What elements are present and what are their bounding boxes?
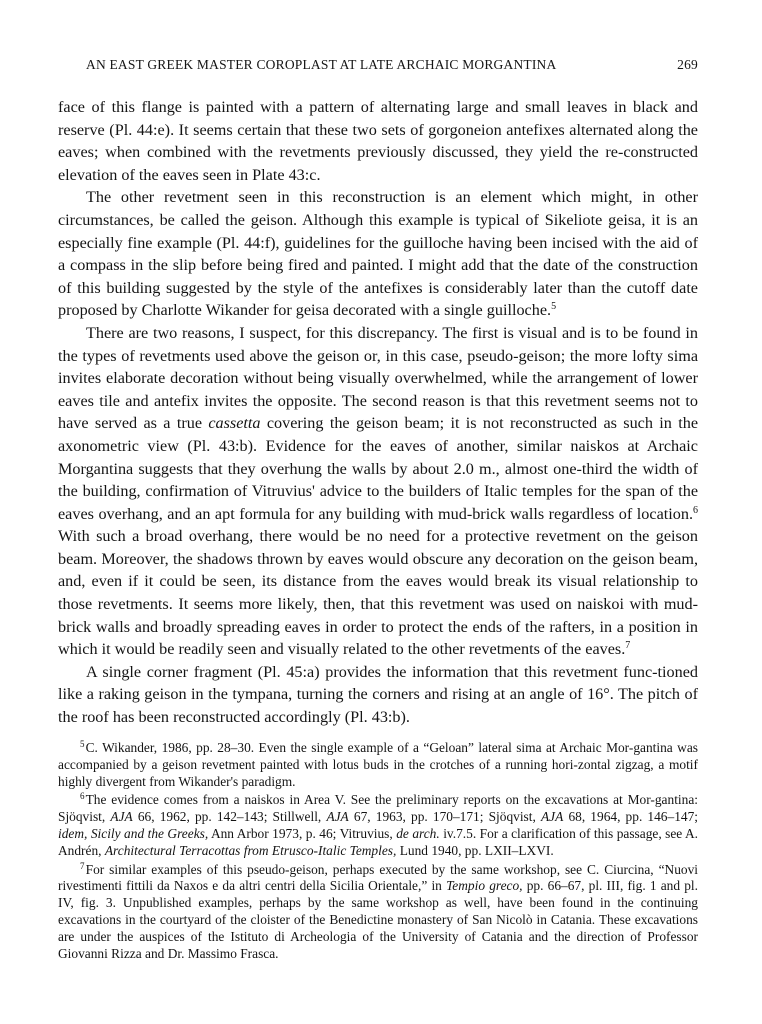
footnote-7-text-b: pp. 66–67, pl. III, fig. 1 and pl. IV, fig. 3. Unpublished examples, perhaps by the same workshop as well, have been found in the continuing excavations in the courtyard of the cloister of the Benedictine monastery of San Nicolò in Catania. These excavations are under the auspices of the Istituto di Archeologia of the University of Catania and the direction of Professor Giovanni Rizza and Dr. Massimo Frasca. (58, 878, 698, 961)
running-head-title: AN EAST GREEK MASTER COROPLAST AT LATE ARCHAIC MORGANTINA (86, 57, 557, 72)
italic-term: cassetta (208, 414, 261, 433)
footnote-6-text-b: 66, 1962, pp. 142–143; Stillwell, (137, 809, 322, 825)
footnote-6-text-a: The evidence comes from a naiskos in Area V. See the preliminary reports on the excavations at Mor-gantina: Sjöqvist, (58, 792, 698, 825)
work-title: de arch. (396, 825, 440, 841)
paragraph-3 (58, 322, 698, 661)
footnote-7-text-a: For similar examples of this pseudo-geison, perhaps executed by the same workshop, see C. Ciurcina, “Nuovi rivestimenti fittili da Naxos e da altri centri della Sicilia Orientale,” in (58, 861, 698, 894)
body-text (58, 96, 698, 729)
book-title: Architectural Terracottas from Etrusco-Italic Temples, (104, 842, 397, 858)
footnote-5-text: C. Wikander, 1986, pp. 28–30. Even the single example of a “Geloan” lateral sima at Archaic Mor-gantina was accompanied by a geison revetment painted with lotus buds in the crotches of a running hori-zontal zigzag, a motif highly divergent from Wikander's paradigm. (58, 740, 698, 789)
paragraph-4-text: A single corner fragment (Pl. 45:a) provides the information that this revetment func-tioned like a raking geison in the tympana, turning the corners and rising at an angle of 16°. The pitch of the roof has been reconstructed accordingly (Pl. 43:b). (58, 662, 698, 727)
footnote-6-number: 6 (80, 791, 85, 802)
footnote-6 (58, 792, 698, 859)
footnotes (58, 740, 698, 964)
paragraph-3-text-c: With such a broad overhang, there would be no need for a protective revetment on the geison beam. Moreover, the shadows thrown by eaves would obscure any decoration on the geison beam, and, even if it could be seen, its distance from the eaves would break its visual relationship to those revetments. It seems more likely, then, that this revetment was used on naiskoi with mud-brick walls and broadly spreading eaves in order to protect the ends of the rafters, in a position in which it would be readily seen and visually related to the other revetments of the eaves. (58, 527, 698, 659)
journal-abbrev: AJA (326, 809, 349, 825)
footnote-6-text-c: 67, 1963, pp. 170–171; Sjöqvist, (353, 809, 536, 825)
paragraph-1-text: face of this flange is painted with a pattern of alternating large and small leaves in black and reserve (Pl. 44:e). It seems certain that these two sets of gorgoneion antefixes alternated along the eaves; when combined with the revetments previously discussed, they yield the re-constructed elevation of the eaves seen in Plate 43:c. (58, 98, 698, 184)
paragraph-3-text-a: There are two reasons, I suspect, for this discrepancy. The first is visual and is to be found in the types of revetments used above the geison or, in this case, pseudo-geison; the more lofty sima invites elaborate decoration without being visually overwhelmed, while the arrangement of lower eaves tile and antefix invites the opposite. The second reason is that this revetment seems not to have served as a true (58, 323, 698, 433)
footnote-6-text-d: 68, 1964, pp. 146–147; (568, 809, 699, 825)
footnote-7 (58, 862, 698, 963)
footnote-ref-7[interactable]: 7 (625, 640, 631, 652)
footnote-7-number: 7 (80, 860, 85, 871)
footnote-5-number: 5 (80, 739, 85, 749)
book-title: idem, Sicily and the Greeks, (58, 825, 209, 841)
footnote-5 (58, 740, 698, 790)
paragraph-3-text-b: covering the geison beam; it is not reconstructed as such in the axonometric view (Pl. 43:b). Evidence for the eaves of another, similar naiskos at Archaic Morgantina suggests that they overhung the walls by about 2.0 m., almost one-third the width of the building, confirmation of Vitruvius' advice to the builders of Italic temples for the span of the eaves overhang, and an apt formula for any building with mud-brick walls regardless of location. (58, 414, 699, 523)
footnote-ref-5[interactable]: 5 (551, 301, 557, 313)
book-title: Tempio greco, (446, 878, 523, 894)
footnote-6-text-e: Ann Arbor 1973, p. 46; Vitruvius, (210, 825, 393, 841)
paragraph-2 (58, 186, 698, 322)
paragraph-2-text: The other revetment seen in this reconstruction is an element which might, in other circumstances, be called the geison. Although this example is typical of Sikeliote geisa, it is an especially fine example (Pl. 44:f), guidelines for the guilloche having been incised with the aid of a compass in the slip before being fired and painted. I might add that the date of the construction of this building suggested by the style of the antefixes is considerably later than the cutoff date proposed by Charlotte Wikander for geisa decorated with a single guilloche. (58, 188, 698, 320)
journal-abbrev: AJA (540, 809, 564, 825)
paragraph-1 (58, 96, 698, 186)
journal-abbrev: AJA (110, 809, 133, 825)
footnote-ref-6[interactable]: 6 (693, 504, 698, 516)
page-number: 269 (677, 57, 698, 72)
footnote-6-text-g: Lund 1940, pp. LXII–LXVI. (399, 842, 554, 858)
paragraph-4 (58, 661, 698, 729)
footnote-6-text-f: iv.7.5. For a clarification of this passage, see A. Andrén, (58, 825, 698, 858)
